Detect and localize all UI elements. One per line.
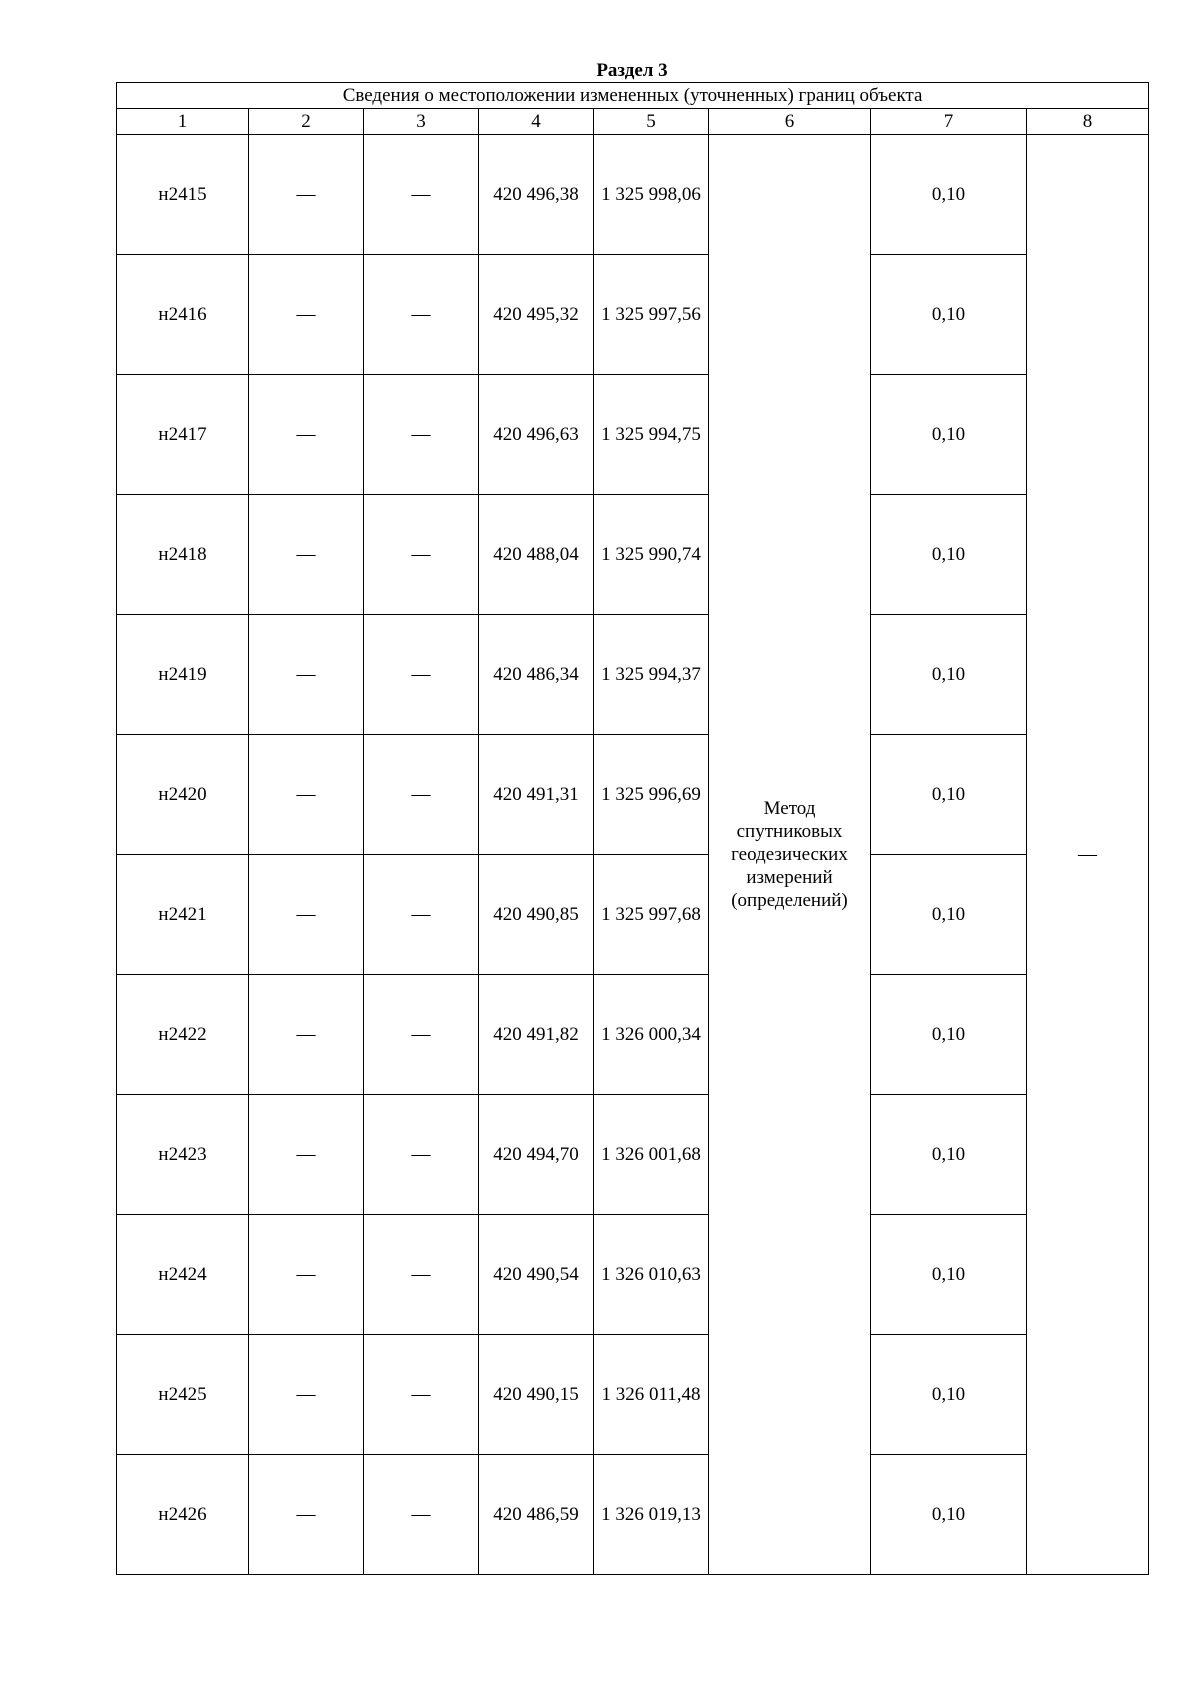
col2-value: — xyxy=(249,735,364,855)
col2-value: — xyxy=(249,1335,364,1455)
y-coordinate: 1 326 000,34 xyxy=(594,975,709,1095)
col2-value: — xyxy=(249,135,364,255)
point-id: н2418 xyxy=(117,495,249,615)
x-coordinate: 420 496,38 xyxy=(479,135,594,255)
method-cell xyxy=(709,135,871,1575)
point-id: н2415 xyxy=(117,135,249,255)
y-coordinate: 1 325 990,74 xyxy=(594,495,709,615)
method-line: (определений) xyxy=(731,890,848,911)
col3-value: — xyxy=(364,1335,479,1455)
y-coordinate: 1 326 019,13 xyxy=(594,1455,709,1575)
accuracy-value: 0,10 xyxy=(871,975,1027,1095)
column-number: 3 xyxy=(364,109,479,135)
table-row xyxy=(117,135,1149,255)
point-id: н2426 xyxy=(117,1455,249,1575)
table-row xyxy=(117,255,1149,375)
point-id: н2421 xyxy=(117,855,249,975)
col2-value: — xyxy=(249,495,364,615)
y-coordinate: 1 325 994,75 xyxy=(594,375,709,495)
col3-value: — xyxy=(364,255,479,375)
column-number: 4 xyxy=(479,109,594,135)
accuracy-value: 0,10 xyxy=(871,1215,1027,1335)
point-id: н2425 xyxy=(117,1335,249,1455)
x-coordinate: 420 496,63 xyxy=(479,375,594,495)
column-number: 1 xyxy=(117,109,249,135)
table-row xyxy=(117,375,1149,495)
x-coordinate: 420 495,32 xyxy=(479,255,594,375)
x-coordinate: 420 488,04 xyxy=(479,495,594,615)
table-row xyxy=(117,1095,1149,1215)
accuracy-value: 0,10 xyxy=(871,135,1027,255)
point-id: н2420 xyxy=(117,735,249,855)
method-line: Метод xyxy=(763,798,816,819)
table-row xyxy=(117,1335,1149,1455)
col3-value: — xyxy=(364,855,479,975)
x-coordinate: 420 486,34 xyxy=(479,615,594,735)
method-line: геодезических xyxy=(731,844,848,865)
boundary-coordinates-table xyxy=(116,82,1149,1575)
col2-value: — xyxy=(249,255,364,375)
col2-value: — xyxy=(249,855,364,975)
x-coordinate: 420 490,54 xyxy=(479,1215,594,1335)
point-id: н2424 xyxy=(117,1215,249,1335)
table-row xyxy=(117,855,1149,975)
accuracy-value: 0,10 xyxy=(871,1335,1027,1455)
y-coordinate: 1 325 994,37 xyxy=(594,615,709,735)
x-coordinate: 420 490,15 xyxy=(479,1335,594,1455)
col2-value: — xyxy=(249,1095,364,1215)
column8-value: — xyxy=(1027,135,1149,1575)
section-title: Раздел 3 xyxy=(596,60,668,81)
accuracy-value: 0,10 xyxy=(871,255,1027,375)
column-number: 6 xyxy=(709,109,871,135)
accuracy-value: 0,10 xyxy=(871,855,1027,975)
table-row xyxy=(117,495,1149,615)
point-id: н2417 xyxy=(117,375,249,495)
y-coordinate: 1 326 010,63 xyxy=(594,1215,709,1335)
col3-value: — xyxy=(364,495,479,615)
column-number-row xyxy=(117,109,1149,135)
table-row xyxy=(117,1455,1149,1575)
y-coordinate: 1 325 997,56 xyxy=(594,255,709,375)
col3-value: — xyxy=(364,615,479,735)
y-coordinate: 1 325 996,69 xyxy=(594,735,709,855)
col2-value: — xyxy=(249,375,364,495)
col3-value: — xyxy=(364,1095,479,1215)
col3-value: — xyxy=(364,375,479,495)
point-id: н2419 xyxy=(117,615,249,735)
y-coordinate: 1 326 011,48 xyxy=(594,1335,709,1455)
accuracy-value: 0,10 xyxy=(871,1455,1027,1575)
accuracy-value: 0,10 xyxy=(871,495,1027,615)
col2-value: — xyxy=(249,975,364,1095)
column-number: 7 xyxy=(871,109,1027,135)
table-row xyxy=(117,615,1149,735)
table-caption: Сведения о местоположении измененных (уточненных) границ объекта xyxy=(117,83,1149,109)
table-row xyxy=(117,1215,1149,1335)
table-row xyxy=(117,975,1149,1095)
accuracy-value: 0,10 xyxy=(871,1095,1027,1215)
method-line: измерений xyxy=(746,867,833,888)
x-coordinate: 420 486,59 xyxy=(479,1455,594,1575)
point-id: н2416 xyxy=(117,255,249,375)
table-caption-row xyxy=(117,83,1149,109)
col2-value: — xyxy=(249,1215,364,1335)
y-coordinate: 1 326 001,68 xyxy=(594,1095,709,1215)
column-number: 8 xyxy=(1027,109,1149,135)
point-id: н2422 xyxy=(117,975,249,1095)
x-coordinate: 420 494,70 xyxy=(479,1095,594,1215)
accuracy-value: 0,10 xyxy=(871,375,1027,495)
table-row xyxy=(117,735,1149,855)
method-line: спутниковых xyxy=(736,821,843,842)
col3-value: — xyxy=(364,735,479,855)
col3-value: — xyxy=(364,1215,479,1335)
column-number: 5 xyxy=(594,109,709,135)
accuracy-value: 0,10 xyxy=(871,615,1027,735)
point-id: н2423 xyxy=(117,1095,249,1215)
col2-value: — xyxy=(249,615,364,735)
x-coordinate: 420 490,85 xyxy=(479,855,594,975)
col3-value: — xyxy=(364,975,479,1095)
column-number: 2 xyxy=(249,109,364,135)
col3-value: — xyxy=(364,135,479,255)
x-coordinate: 420 491,82 xyxy=(479,975,594,1095)
y-coordinate: 1 325 997,68 xyxy=(594,855,709,975)
col2-value: — xyxy=(249,1455,364,1575)
y-coordinate: 1 325 998,06 xyxy=(594,135,709,255)
x-coordinate: 420 491,31 xyxy=(479,735,594,855)
col3-value: — xyxy=(364,1455,479,1575)
accuracy-value: 0,10 xyxy=(871,735,1027,855)
